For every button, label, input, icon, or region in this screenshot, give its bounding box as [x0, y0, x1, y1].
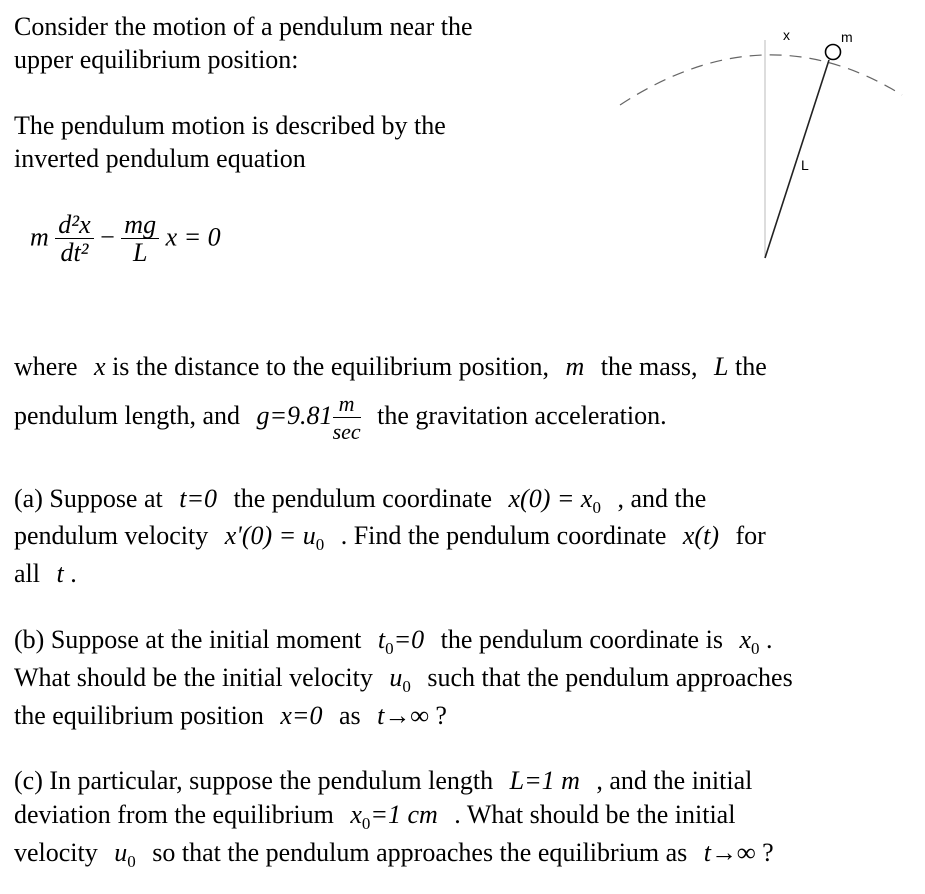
sub: 0	[127, 852, 136, 871]
sub: 0	[361, 814, 371, 833]
t: the mass,	[600, 352, 698, 381]
math: x(0) = x	[508, 484, 593, 513]
part-a-line-2	[14, 521, 766, 560]
pendulum-equation	[30, 212, 221, 267]
t: the equilibrium position	[14, 701, 264, 730]
L-label: L	[801, 157, 809, 173]
math: x(t)	[682, 521, 719, 550]
eq-m: m	[30, 222, 49, 252]
math: t→∞	[703, 838, 756, 867]
eq-frac-1	[55, 212, 93, 267]
pendulum-mass	[826, 45, 841, 60]
math: g=9.81	[256, 401, 333, 430]
sub: 0	[751, 639, 760, 658]
math: x	[350, 800, 362, 829]
math: x'(0) = u	[224, 521, 316, 550]
part-b-line-1	[14, 625, 773, 664]
eq-rest: x = 0	[165, 222, 221, 252]
units-den: sec	[332, 418, 361, 444]
where-line-1	[14, 352, 767, 382]
t: ?	[435, 701, 447, 730]
t: as	[338, 701, 361, 730]
t: . What should be the initial	[454, 800, 736, 829]
t: , and the	[617, 484, 707, 513]
intro-line-1: Consider the motion of a pendulum near the	[14, 12, 473, 41]
part-c-line-2	[14, 800, 735, 839]
math: t→∞	[377, 701, 429, 730]
t: .	[70, 559, 77, 588]
sub: 0	[592, 498, 601, 517]
t: (b) Suppose at the initial moment	[14, 625, 362, 654]
where-line-2	[14, 388, 667, 446]
sub: 0	[315, 535, 325, 554]
t: pendulum velocity	[14, 521, 209, 550]
math: x	[94, 352, 106, 381]
part-a-line-3	[14, 559, 77, 589]
t: deviation from the equilibrium	[14, 800, 334, 829]
t: where	[14, 352, 78, 381]
arc-trajectory	[620, 55, 902, 105]
eq-num-2: mg	[121, 212, 159, 239]
part-c-line-3	[14, 838, 774, 877]
intro-line-2: upper equilibrium position:	[14, 45, 299, 74]
sub: 0	[385, 639, 394, 658]
math: =0	[393, 625, 425, 654]
t: .	[766, 625, 773, 654]
t: so that the pendulum approaches the equilibrium as	[152, 838, 688, 867]
desc-line-2: inverted pendulum equation	[14, 144, 306, 173]
part-c-line-1	[14, 766, 752, 796]
t: is the distance to the equilibrium position,	[112, 352, 549, 381]
t: velocity	[14, 838, 98, 867]
math: m	[565, 352, 585, 381]
part-b-line-2	[14, 663, 793, 702]
math: L=1 m	[509, 766, 580, 795]
t: pendulum length, and	[14, 401, 241, 430]
eq-minus: −	[100, 222, 115, 252]
desc-line-1: The pendulum motion is described by the	[14, 111, 446, 140]
eq-frac-2	[121, 212, 159, 267]
pendulum-rod	[765, 60, 829, 258]
math: t=0	[179, 484, 218, 513]
t: ?	[762, 838, 774, 867]
math: u	[389, 663, 403, 692]
eq-den-2: L	[132, 238, 148, 267]
t: for	[735, 521, 766, 550]
units-num: m	[333, 391, 361, 418]
units-fraction	[333, 391, 361, 446]
m-label: m	[841, 29, 853, 45]
math: =1 cm	[370, 800, 438, 829]
t: all	[14, 559, 40, 588]
t: the	[734, 352, 767, 381]
part-b-line-3	[14, 701, 447, 731]
math: t	[56, 559, 64, 588]
math: u	[114, 838, 128, 867]
t: the gravitation acceleration.	[377, 401, 667, 430]
math: L	[714, 352, 729, 381]
t: (a) Suppose at	[14, 484, 163, 513]
part-a-line-1	[14, 484, 706, 523]
t: , and the initial	[596, 766, 753, 795]
eq-num-1: d²x	[55, 212, 93, 239]
math: t	[377, 625, 386, 654]
math: x=0	[280, 701, 323, 730]
t: such that the pendulum approaches	[427, 663, 793, 692]
eq-den-1: dt²	[60, 238, 89, 267]
t: (c) In particular, suppose the pendulum length	[14, 766, 494, 795]
x-label: x	[783, 27, 790, 43]
t: . Find the pendulum coordinate	[340, 521, 667, 550]
math: x	[739, 625, 751, 654]
t: the pendulum coordinate is	[440, 625, 723, 654]
t: the pendulum coordinate	[233, 484, 493, 513]
t: What should be the initial velocity	[14, 663, 373, 692]
sub: 0	[402, 677, 411, 696]
